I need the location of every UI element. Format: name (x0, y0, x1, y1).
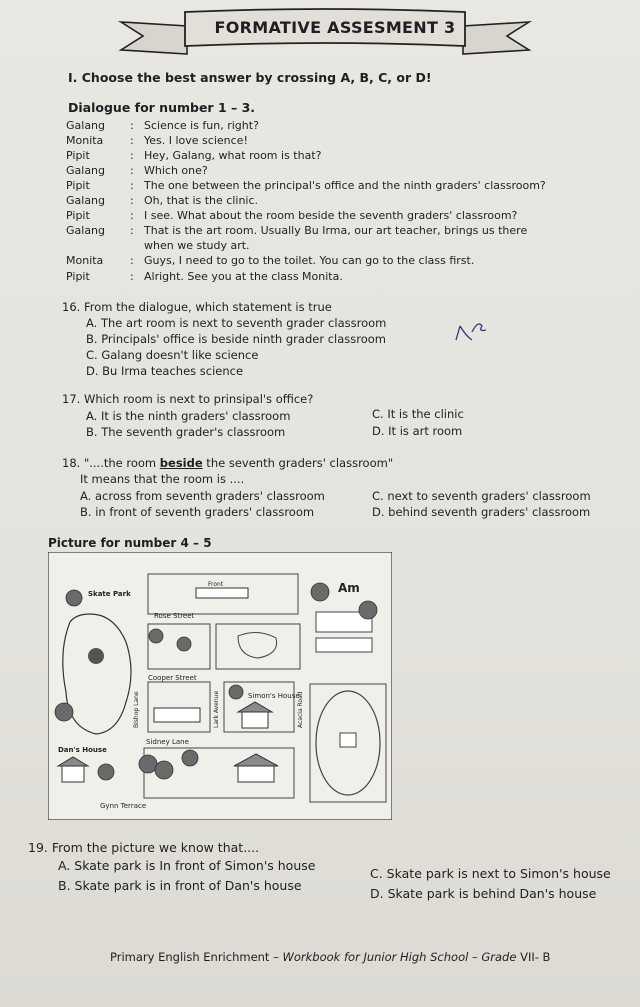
speaker: Pipit (66, 179, 90, 192)
label-acacia-road: Acacia Road (297, 691, 304, 728)
q18-option-b[interactable]: B. in front of seventh graders' classroom (80, 505, 315, 519)
line-text: Alright. See you at the class Monita. (144, 270, 343, 283)
footer-italic: Workbook for Junior High School – Grade (282, 950, 517, 964)
tree-icon (98, 764, 114, 780)
question-19: 19. From the picture we know that.... (28, 840, 260, 855)
footer-post: VII- B (516, 950, 551, 964)
label-rose-street: Rose Street (154, 612, 195, 620)
dialogue-title: Dialogue for number 1 – 3. (68, 100, 256, 115)
q19-option-c[interactable]: C. Skate park is next to Simon's house (370, 866, 611, 881)
q18-option-d[interactable]: D. behind seventh graders' classroom (372, 505, 591, 519)
tree-icon (155, 761, 173, 779)
field-center-icon (340, 733, 356, 747)
speaker: Galang (66, 224, 106, 237)
speaker: Galang (66, 194, 106, 207)
handwritten-mark-icon (452, 316, 488, 346)
speaker: Galang (66, 164, 106, 177)
picture-title: Picture for number 4 – 5 (48, 536, 212, 550)
q18-stem-pre: 18. "....the room (62, 456, 160, 470)
speaker: Pipit (66, 149, 90, 162)
dialogue-line (66, 239, 250, 252)
house-row-icon (154, 708, 200, 722)
dialogue-line: Monita : Yes. I love science! (66, 134, 248, 147)
dialogue-line: Galang : Which one? (66, 164, 208, 177)
building-icon (238, 766, 274, 782)
q16-option-d[interactable]: D. Bu Irma teaches science (86, 364, 244, 378)
label-skate-park: Skate Park (88, 590, 131, 598)
tree-icon (149, 629, 163, 643)
dialogue-line: Galang : Oh, that is the clinic. (66, 194, 259, 207)
label-front-sign: Front (208, 581, 224, 588)
speaker: Monita (66, 254, 104, 267)
label-cooper-street: Cooper Street (148, 674, 197, 682)
simons-house-icon (242, 712, 268, 728)
speaker: Pipit (66, 270, 90, 283)
label-simons-house: Simon's House (248, 692, 300, 700)
page-title: FORMATIVE ASSESMENT 3 (214, 18, 456, 37)
tree-icon (311, 583, 329, 601)
dialogue-line: Galang : That is the art room. Usually Bu Irma, our art teacher, brings us there (66, 224, 528, 237)
front-sign-icon (196, 588, 248, 598)
line-text: Science is fun, right? (144, 119, 259, 132)
dialogue-line: Pipit : Alright. See you at the class Monita. (66, 270, 343, 283)
dialogue-line: Galang : Science is fun, right? (66, 119, 259, 132)
dialogue-line: Pipit : Hey, Galang, what room is that? (66, 149, 322, 162)
line-text: Yes. I love science! (144, 134, 248, 147)
line-text: The one between the principal's office and the ninth graders' classroom? (144, 179, 546, 192)
dialogue-line: Monita : Guys, I need to go to the toilet. You can go to the class first. (66, 254, 475, 267)
q18-option-a[interactable]: A. across from seventh graders' classroom (80, 489, 325, 503)
dialogue-line: Pipit : I see. What about the room beside the seventh graders' classroom? (66, 209, 518, 222)
label-am-sign: Am (338, 581, 360, 595)
speaker: Pipit (66, 209, 90, 222)
tree-icon (229, 685, 243, 699)
neighborhood-map (48, 552, 392, 820)
dans-house-icon (62, 766, 84, 782)
speaker: Galang (66, 119, 106, 132)
school-annex-icon (316, 638, 372, 652)
label-bishop-lane: Bishop Lane (133, 691, 140, 728)
label-lark-avenue: Lark Avenue (213, 690, 220, 728)
q17-option-d[interactable]: D. It is art room (372, 424, 463, 438)
q17-option-b[interactable]: B. The seventh grader's classroom (86, 425, 286, 439)
line-text: Which one? (144, 164, 208, 177)
label-sidney-lane: Sidney Lane (146, 738, 189, 746)
tree-icon (177, 637, 191, 651)
page-footer (110, 950, 550, 964)
q19-option-b[interactable]: B. Skate park is in front of Dan's house (58, 878, 302, 893)
line-text: That is the art room. Usually Bu Irma, our art teacher, brings us there (144, 224, 528, 237)
tree-icon (139, 755, 157, 773)
q18-option-c[interactable]: C. next to seventh graders' classroom (372, 489, 591, 503)
dialogue-line: Pipit : The one between the principal's office and the ninth graders' classroom? (66, 179, 546, 192)
footer-pre: Primary English Enrichment – (110, 950, 283, 964)
q16-option-b[interactable]: B. Principals' office is beside ninth grader classroom (86, 332, 387, 346)
question-17: 17. Which room is next to prinsipal's office? (62, 392, 314, 406)
title-banner (115, 4, 535, 60)
question-18 (62, 456, 393, 470)
q19-option-a[interactable]: A. Skate park is In front of Simon's house (58, 858, 316, 873)
tree-icon (359, 601, 377, 619)
line-text: Guys, I need to go to the toilet. You can go to the class first. (144, 254, 475, 267)
q17-option-c[interactable]: C. It is the clinic (372, 407, 464, 421)
line-text: Hey, Galang, what room is that? (144, 149, 322, 162)
tree-icon (55, 703, 73, 721)
rock-icon (88, 648, 104, 664)
q18-subprompt: It means that the room is .... (80, 472, 245, 486)
label-gynn-terrace: Gynn Terrace (100, 802, 147, 810)
q18-stem-post: the seventh graders' classroom" (202, 456, 394, 470)
q16-option-a[interactable]: A. The art room is next to seventh grader classroom (86, 316, 387, 330)
line-text: I see. What about the room beside the seventh graders' classroom? (144, 209, 518, 222)
q18-stem-bold: beside (159, 456, 203, 470)
line-text: when we study art. (144, 239, 250, 252)
q19-option-d[interactable]: D. Skate park is behind Dan's house (370, 886, 597, 901)
q17-option-a[interactable]: A. It is the ninth graders' classroom (86, 409, 291, 423)
tree-icon (182, 750, 198, 766)
q16-option-c[interactable]: C. Galang doesn't like science (86, 348, 259, 362)
speaker: Monita (66, 134, 104, 147)
tree-icon (66, 590, 82, 606)
label-dans-house: Dan's House (58, 746, 107, 754)
question-16: 16. From the dialogue, which statement is true (62, 300, 332, 314)
instruction: I. Choose the best answer by crossing A, B, C, or D! (68, 70, 432, 85)
line-text: Oh, that is the clinic. (144, 194, 259, 207)
